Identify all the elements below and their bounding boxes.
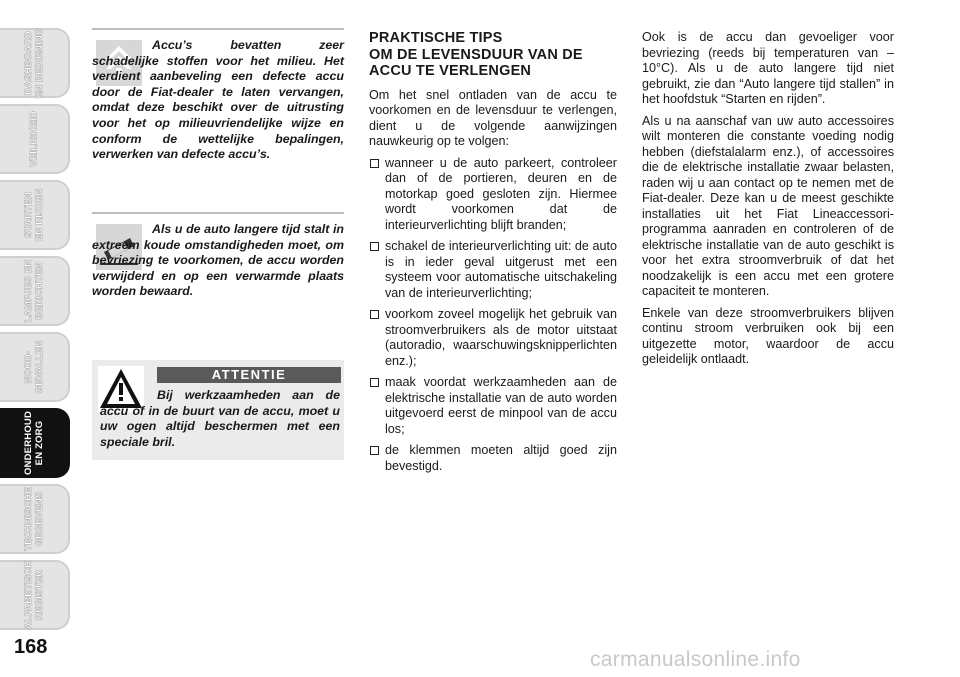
tips-list xyxy=(369,156,617,475)
tab-alfabetisch-register[interactable] xyxy=(0,560,70,630)
tab-dashboard[interactable] xyxy=(0,28,70,98)
tab-label: STARTEN EN RIJDEN xyxy=(23,188,45,242)
tab-veiligheid[interactable] xyxy=(0,104,70,174)
attention-heading: ATTENTIE xyxy=(157,367,341,383)
storage-text: Als u de auto langere tijd stalt in extreem koude omstandigheden moet, om bevriezing te voorkomen, de accu worden verwijderd en op een verwarmde plaats worden bewaard. xyxy=(92,222,344,299)
tips-intro: Om het snel ontladen van de accu te voorkomen en de levensduur te verlengen, dient u de volgende aanwijzingen nauwkeurig op te volgen: xyxy=(369,87,617,148)
tab-label: LAMPJES EN BERICHTEN xyxy=(23,259,45,323)
tab-label: ALFABETISCH REGISTER xyxy=(23,560,45,630)
list-item: schakel de interieurverlichting uit: de auto is in ieder geval uitgerust met een systeem voor automatische uitschakeling van de interieurverlichting; xyxy=(369,239,617,301)
divider xyxy=(92,212,344,214)
tab-label: VEILIGHEID xyxy=(28,111,40,167)
tips-column xyxy=(369,30,617,480)
list-item: wanneer u de auto parkeert, controleer dan of de portieren, deuren en de motorkap goed gesloten zijn. Hiermee wordt voorkomen dat de interieurverlichting blijft branden; xyxy=(369,156,617,234)
checkbox-bullet-icon xyxy=(370,446,379,455)
paragraph: Enkele van deze stroomverbruikers blijven continu stroom verbruiken ook bij een uitgezette motor, waardoor de accu geleidelijk ontlaadt. xyxy=(642,305,894,366)
list-item: voorkom zoveel mogelijk het gebruik van stroomverbruikers als de motor uitstaat (autoradio, waarschuwingsknipperlichten enz.); xyxy=(369,307,617,369)
tab-starten[interactable] xyxy=(0,180,70,250)
tab-noodgevallen[interactable] xyxy=(0,332,70,402)
tab-label: ONDERHOUD EN ZORG xyxy=(23,410,45,476)
environment-note xyxy=(92,28,344,188)
checkbox-bullet-icon xyxy=(370,242,379,251)
checkbox-bullet-icon xyxy=(370,310,379,319)
tab-label: DASHBOARD EN BEDIENING xyxy=(23,27,45,99)
tab-lampjes[interactable] xyxy=(0,256,70,326)
watermark: carmanualsonline.info xyxy=(590,648,801,671)
storage-note xyxy=(92,212,344,322)
list-item: de klemmen moeten altijd goed zijn bevestigd. xyxy=(369,443,617,474)
attention-text: Bij werkzaamheden aan de accu of in de buurt van de accu, moet u uw ogen altijd beschermen met een speciale bril. xyxy=(100,388,340,449)
tab-technische-gegevens[interactable] xyxy=(0,484,70,554)
page-number: 168 xyxy=(14,636,48,658)
divider xyxy=(92,28,344,30)
paragraph: Ook is de accu dan gevoeliger voor bevriezing (reeds bij temperaturen van –10°C). Als u de auto langere tijd niet gebruikt, zie dan “Auto langere tijd stallen” in het hoofdstuk “Starten en rijden”. xyxy=(642,30,894,106)
paragraph: Als u na aanschaf van uw auto accessoires wilt monteren die constante voeding nodig hebben (diefstalalarm enz.), of accessoires die de elektrische installatie zwaar belasten, raden wij u aan contact op te nemen met de Fiat-dealer. Deze kan u de meest geschikte installaties uit het Fiat Lineaccessori-programma aanraden en controleren of de elektrische installatie van de auto geschikt is voor het extra stroomverbruik of dat het noodzakelijk is een accu met een grotere capaciteit te monteren. xyxy=(642,113,894,298)
tips-heading: PRAKTISCHE TIPS OM DE LEVENSDUUR VAN DE ACCU TE VERLENGEN xyxy=(369,30,583,79)
checkbox-bullet-icon xyxy=(370,378,379,387)
checkbox-bullet-icon xyxy=(370,159,379,168)
tab-label: TECHNISCHE GEGEVENS xyxy=(23,487,45,551)
right-column xyxy=(642,30,894,374)
tab-onderhoud[interactable] xyxy=(0,408,70,478)
environment-text: Accu’s bevatten zeer schadelijke stoffen voor het milieu. Het verdient aanbeveling een defecte accu door de Fiat-dealer te laten vervangen, omdat deze beschikt over de uitrusting voor het op milieuvriendelijke wijze en conform de wettelijke bepalingen, verwerken van defecte accu’s. xyxy=(92,38,344,162)
list-item: maak voordat werkzaamheden aan de elektrische installatie van de auto worden uitgevoerd eerst de minpool van de accu los; xyxy=(369,375,617,437)
tab-label: NOOD- GEVALLEN xyxy=(23,340,45,394)
